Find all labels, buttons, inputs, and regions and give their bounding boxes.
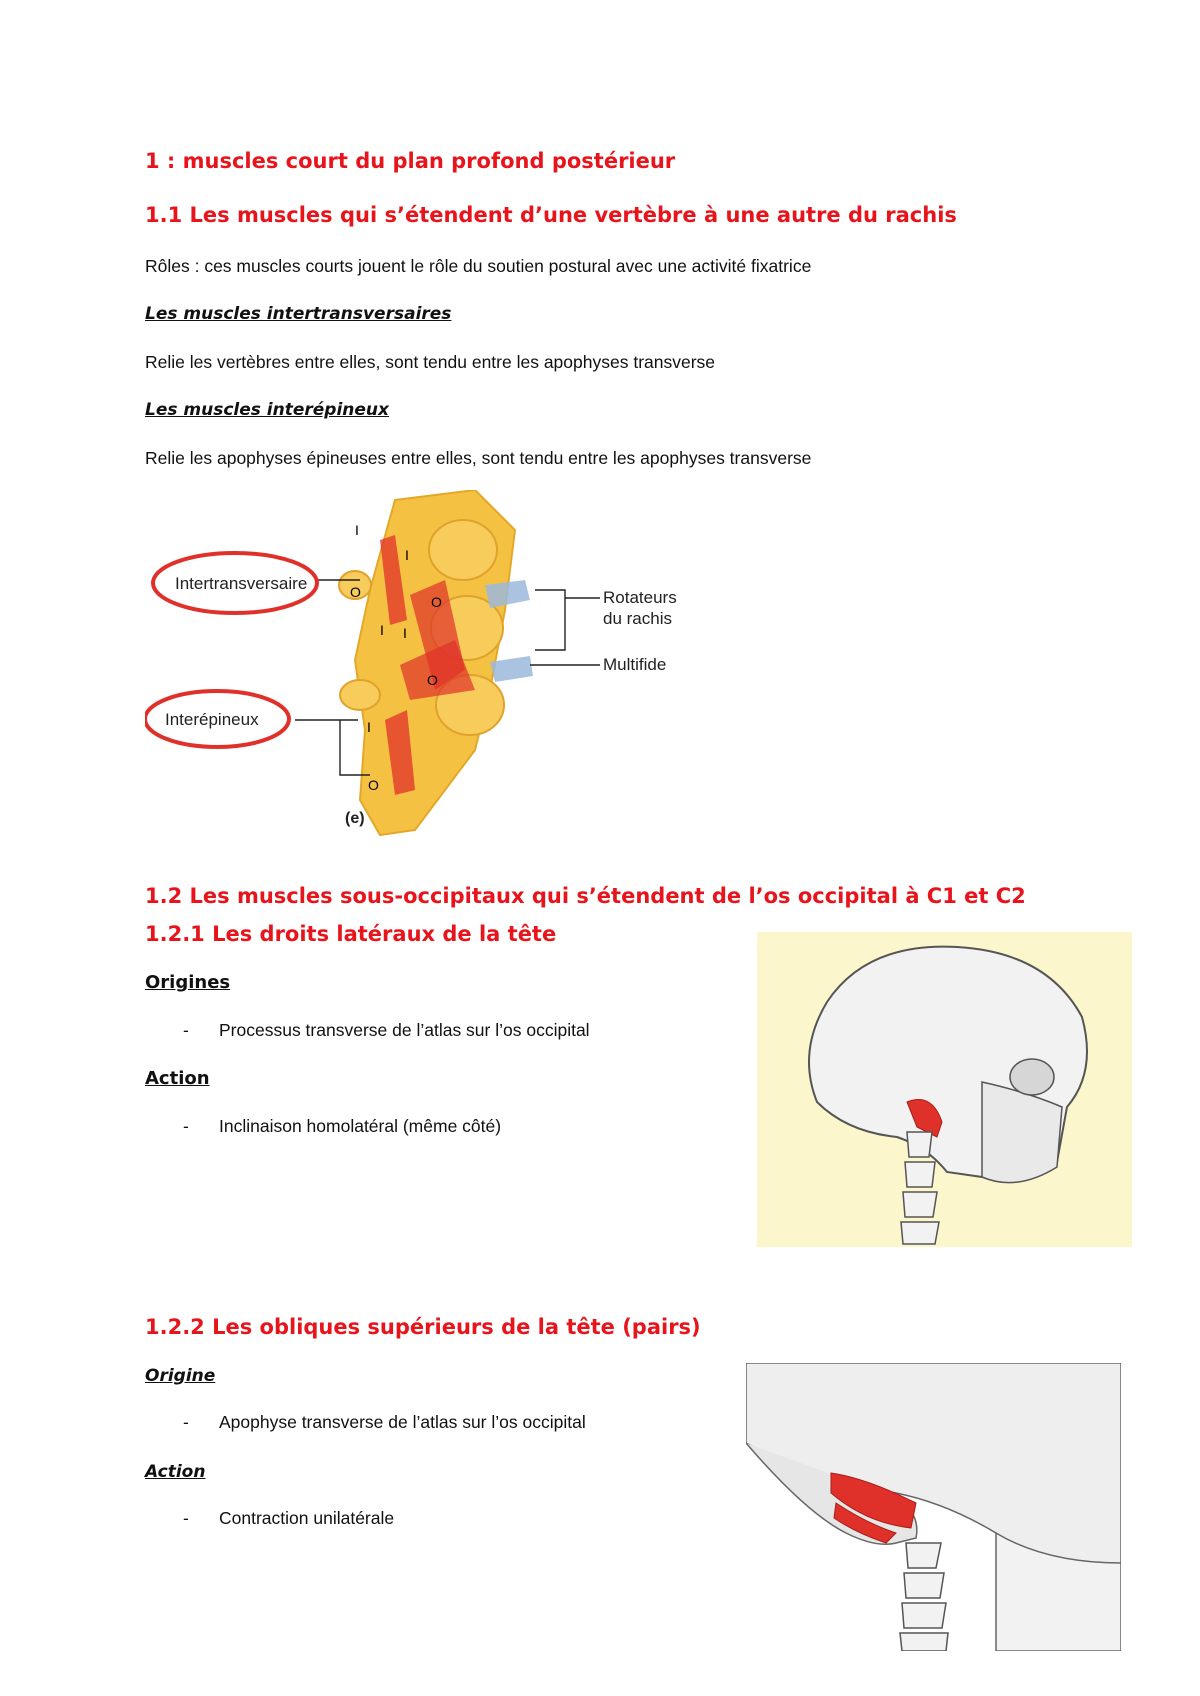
marker-i-1: I — [355, 522, 359, 538]
label-rotateurs-2: du rachis — [603, 609, 672, 628]
marker-i-4: I — [403, 625, 407, 641]
intertransversaires-heading: Les muscles intertransversaires — [145, 304, 452, 324]
section-1-title: 1 : muscles court du plan profond postérieur — [145, 149, 676, 173]
action-heading: Action — [145, 1068, 210, 1089]
marker-o-3: O — [427, 672, 438, 688]
section-1-1-title: 1.1 Les muscles qui s’étendent d’une vertèbre à une autre du rachis — [145, 203, 957, 227]
roles-text: Rôles : ces muscles courts jouent le rôle du soutien postural avec une activité fixatrice — [145, 256, 812, 276]
section-1-2-2-title: 1.2.2 Les obliques supérieurs de la tête (pairs) — [145, 1315, 701, 1339]
origines-list-item: - Processus transverse de l’atlas sur l’os occipital — [183, 1020, 590, 1040]
skull-lateral-image — [757, 932, 1132, 1247]
action-list-item: - Inclinaison homolatéral (même côté) — [183, 1116, 502, 1136]
label-rotateurs-1: Rotateurs — [603, 588, 677, 607]
marker-o-1: O — [350, 584, 361, 600]
origine-heading: Origine — [145, 1366, 216, 1386]
marker-i-2: I — [405, 547, 409, 563]
label-multifide: Multifide — [603, 655, 667, 674]
label-interepineux: Interépineux — [165, 710, 259, 729]
origines-heading: Origines — [145, 972, 231, 993]
action2-heading: Action — [145, 1462, 206, 1482]
intertransversaires-text: Relie les vertèbres entre elles, sont tendu entre les apophyses transverse — [145, 352, 716, 372]
label-panel-e: (e) — [345, 810, 365, 827]
marker-o-4: O — [368, 777, 379, 793]
marker-i-3: I — [380, 622, 384, 638]
spine-muscles-figure — [145, 490, 705, 850]
marker-i-5: I — [367, 719, 371, 735]
label-intertransversaire: Intertransversaire — [175, 574, 308, 593]
action2-list-item: - Contraction unilatérale — [183, 1508, 395, 1528]
origine-list-item: - Apophyse transverse de l’atlas sur l’os occipital — [183, 1412, 586, 1432]
section-1-2-1-title: 1.2.1 Les droits latéraux de la tête — [145, 922, 557, 946]
marker-o-2: O — [431, 594, 442, 610]
interepineux-heading: Les muscles interépineux — [145, 400, 390, 420]
interepineux-text: Relie les apophyses épineuses entre elles, sont tendu entre les apophyses transverse — [145, 448, 812, 468]
skull-oblique-image — [746, 1363, 1121, 1651]
section-1-2-title: 1.2 Les muscles sous-occipitaux qui s’étendent de l’os occipital à C1 et C2 — [145, 884, 1026, 908]
